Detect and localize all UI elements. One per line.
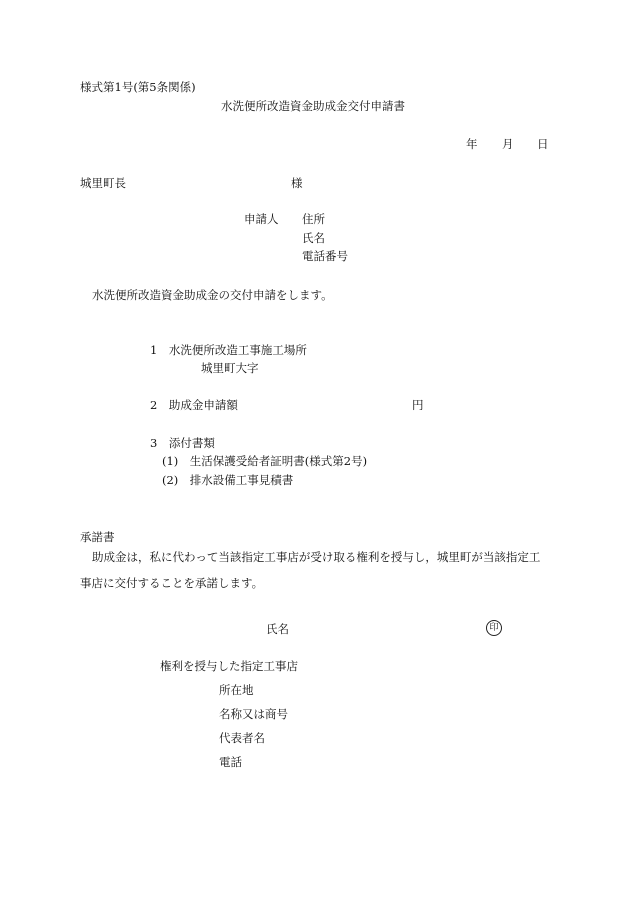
seal-mark-icon: 印: [486, 620, 502, 636]
date-month: 月: [502, 137, 514, 151]
contractor-representative-label: 代表者名: [219, 731, 265, 745]
form-title: 水洗便所改造資金助成金交付申請書: [221, 99, 405, 113]
consent-line1: 助成金は，私に代わって当該指定工事店が受け取る権利を授与し，城里町が当該指定工: [92, 550, 541, 564]
applicant-name-label: 氏名: [302, 231, 325, 245]
applicant-address-label: 住所: [302, 212, 325, 226]
item1-title: 1 水洗便所改造工事施工場所: [150, 343, 307, 357]
date-year: 年: [466, 137, 478, 151]
date-day: 日: [537, 137, 549, 151]
item2-title: 2 助成金申請額: [150, 398, 238, 412]
applicant-label: 申請人: [244, 212, 279, 226]
contractor-heading: 権利を授与した指定工事店: [160, 659, 298, 673]
request-statement: 水洗便所改造資金助成金の交付申請をします。: [92, 288, 333, 302]
consent-name-label: 氏名: [266, 622, 289, 636]
item3-sub1: (1) 生活保護受給者証明書(様式第2号): [162, 454, 368, 468]
consent-heading: 承諾書: [80, 530, 115, 544]
item3-title: 3 添付書類: [150, 436, 215, 450]
recipient-honorific: 様: [291, 176, 303, 190]
item3-sub2: (2) 排水設備工事見積書: [162, 473, 294, 487]
item2-unit: 円: [412, 398, 424, 412]
applicant-phone-label: 電話番号: [302, 249, 348, 263]
form-number: 様式第1号(第5条関係): [80, 80, 196, 94]
contractor-company-label: 名称又は商号: [219, 707, 288, 721]
consent-line2: 事店に交付することを承諾します。: [80, 576, 264, 590]
contractor-phone-label: 電話: [219, 755, 242, 769]
contractor-location-label: 所在地: [219, 683, 254, 697]
recipient-name: 城里町長: [80, 176, 126, 190]
item1-value: 城里町大字: [201, 361, 259, 375]
